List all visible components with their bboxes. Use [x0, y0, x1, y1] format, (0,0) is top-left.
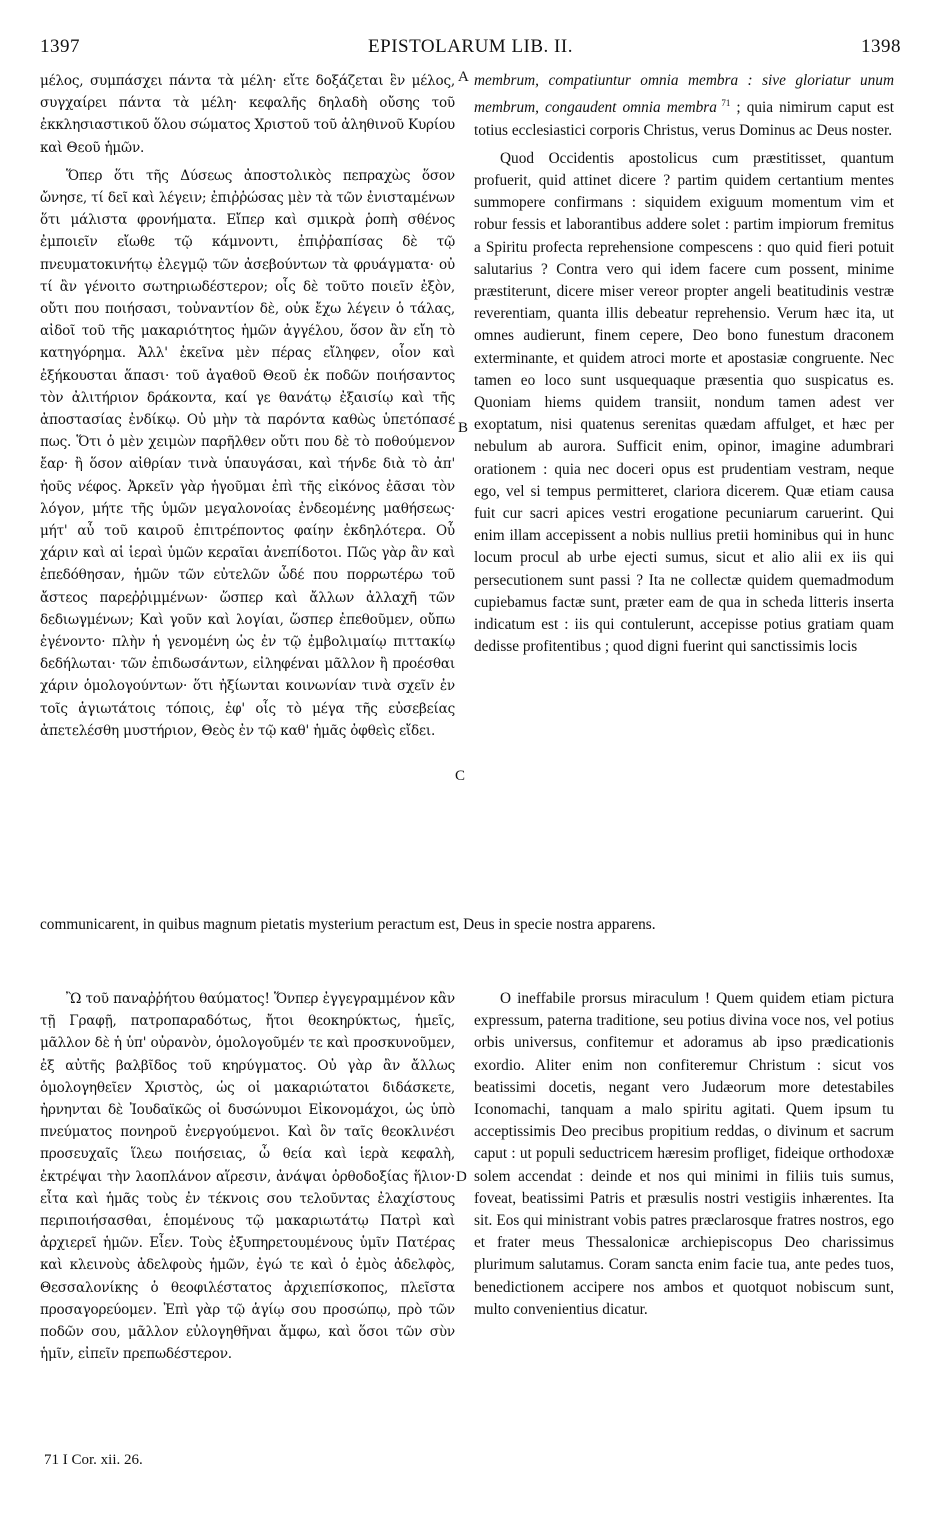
section-marker-a: A: [458, 69, 469, 85]
page-number-left: 1397: [40, 36, 80, 57]
section-marker-d: D: [456, 1169, 467, 1185]
latin-text: ; quia nimirum caput est totius ecclesiastici corporis Christus, verus Dominus ac Deus noster.: [474, 99, 894, 139]
section-marker-b: B: [458, 420, 469, 436]
latin-paragraph-first: [474, 70, 894, 142]
footnote-ref: 71: [716, 98, 731, 109]
full-width-line: communicarent, in quibus magnum pietatis mysterium peractum est, Deus in specie nostra apparens.: [40, 916, 656, 933]
greek-paragraph: Ὢ τοῦ παναῤῥήτου θαύματος! Ὅνπερ ἐγγεγραμμένον κἂν τῇ Γραφῇ, πατροπαραδότως, ἤτοι θεοκηρύκτως, ἡμεῖς, μᾶλλον δὲ ἡ ὑπ' οὐρανὸν, ὁμολογοῦμέν τε καὶ προσκυνοῦμεν, ἐξ αὐτῆς βαλβῖδος τοῦ κηρύγματος. Οὐ γὰρ ἂν ἄλλως ὁμολογηθεῖεν Χριστὸς, ὡς οἱ μακαριώτατοι διδάσκετε, ἠρνηνται δὲ Ἰουδαϊκῶς οἱ δυσώνυμοι Εἰκονομάχοι, ὡς ὑπὸ πνεύματος πονηροῦ ἐνεργούμενοι. Καὶ ὃν ταῖς θεοκλινέσι προσευχαῖς ἵλεω ποιήσειας, ὦ θεία καὶ ἱερὰ κεφαλὴ, ἐκτρέψαι τὴν λαοπλάνον αἵρεσιν, ἀνάψαι ὀρθοδοξίας ἥλιον· εἶτα καὶ ἡμᾶς τοὺς ἐν τέκνοις σου τελοῦντας ἐλαχίστους περιποιήσασθαι, ἑπομένους τῷ μακαριωτάτῳ Πατρὶ καὶ ἀρχιερεῖ ἡμῶν. Εἶεν. Τοὺς ἐξυπηρετουμένους ὑμῖν Πατέρας καὶ κλεινοὺς ἀδελφοὺς ἡμῶν, ἐγώ τε καὶ ὁ ἐμὸς ἀδελφὸς, Θεσσαλονίκης ὁ θεοφιλέστατος ἀρχιεπίσκοπος, πλεῖστα προσαγορεύομεν. Ἐπὶ γὰρ τῷ ἁγίῳ σου προσώπῳ, πρὸ τῶν ποδῶν σου, μᾶλλον εὐλογηθῆναι ἄμφω, καὶ ὅσοι τῶν σὺν ἡμῖν, εἰπεῖν πρεπωδέστερον.: [40, 991, 455, 1363]
greek-column-lower: [40, 988, 455, 1365]
greek-paragraph: μέλος, συμπάσχει πάντα τὰ μέλη· εἴτε δοξάζεται ἓν μέλος, συγχαίρει πάντα τὰ μέλη· κεφαλῆς δηλαδὴ οὔσης τοῦ ἐκκλησιαστικοῦ ὅλου σώματος Χριστοῦ τοῦ ἀληθινοῦ Κυρίου καὶ Θεοῦ ἡμῶν.: [40, 73, 455, 156]
footnote: 71 I Cor. xii. 26.: [44, 1452, 143, 1468]
latin-paragraph: O ineffabile prorsus miraculum ! Quem quidem etiam pictura expressum, paterna traditione, seu potius divina voce nos, vel potius orbis universus, confitemur et adoramus ab ipso prædicationis exordio. Aliter enim non confiteremur Christum : sicut vos beatissimi docetis, negant vero Judæorum more detestabiles Iconomachi, tanquam a malo spiritu agitati. Quem ipsum tu acceptissimis Deo precibus propitium reddas, o divinum et sacrum caput : ut populi seductricem hæresim profliget, fideique orthodoxæ solem accendat : deinde et nos qui minimi in filiis tuis sumus, foveat, beatissimi Patris et præsulis nostri vestigiis inhærentes. Ita sit. Eos qui ministrant vobis patres præclarosque fratres nostros, ego et frater meus Thessalonicæ archiepiscopus Deo charissimus plurimum salutamus. Coram sancta enim facie tua, ante pedes tuos, benedictionem accipere nos ambos et quotquot nobiscum sunt, multo convenientius dicatur.: [474, 990, 894, 1318]
greek-paragraph: Ὅπερ ὅτι τῆς Δύσεως ἀποστολικὸς πεπραχὼς ὅσον ὤνησε, τί δεῖ καὶ λέγειν; ἐπιῤῥώσας μὲν τὰ τῶν ἐνισταμένων ὅτι μάλιστα φρονήματα. Εἴπερ καὶ σμικρὰ ῥοπὴ σθένος ἐμποιεῖν εἴωθε τῷ κάμνοντι, ἐπιῤῥαπίσας δὲ τῷ πνευματοκινήτῳ ἐλεγμῷ τῶν ἀσεβούντων τὰ φρυάγματα· οὐ τί ἂν γένοιτο σωτηριωδέστερον; οἷς δὲ τοῦτο ποιεῖν ἐξὸν, οὔτι που ποιήσασι, τοὐναντίον δὲ, οὐκ ἔχω λέγειν ὁ τάλας, αἰδοῖ τοῦ τῆς μακαριότητος ἡμῶν ἀγγέλου, ὅσον ἂν εἴη τὸ κατηγόρημα. Ἀλλ' ἐκεῖνα μὲν πέρας εἴληφεν, οἷον καὶ ἐξήκουσται ἅπασι· τοῦ ἀγαθοῦ Θεοῦ ἐκ ποδῶν ποιήσαντος τὸν ἀλιτήριον δράκοντα, καί γε θανάτῳ ἐξαισίῳ καὶ τῆς ἀποστασίας ἐνδίκῳ. Οὐ μὴν τὰ παρόντα καθὼς ὑπετόπασέ πως. Ὅτι ὁ μὲν χειμὼν παρῆλθεν οὔτι που δὲ τὸ ποθούμενον ἔαρ· ἢ ὅσον αἰθρίαν τινὰ ὑπαυγάσαι, καὶ τήνδε διὰ τὸ ἀπ' ἠοῦς νέφος. Ἀρκεῖν γὰρ ἡγοῦμαι ἐπὶ τῆς εἰκόνος ἐᾶσαι τὸν λόγον, μήτε τῆς ὑμῶν μεγαλονοίας ἐνδεομένης μαθήσεως· μήτ' αὖ τοῦ καιροῦ ἐπιτρέποντος φαίην ἐκδηλότερα. Οὗ χάριν καὶ αἱ ἱεραὶ ὑμῶν κεραῖαι ἀνεπίδοτοι. Πῶς γὰρ ἂν καὶ ἐπεδόθησαν, ἡμῶν τῶν εὐτελῶν ὧδέ που πορρωτέρω τοῦ ἄστεος παρεῤῥιμμένων· ὥσπερ καὶ ἄλλων ἀλλαχῆ τῶν δεδιωγμένων; Καὶ γοῦν καὶ λογίαι, ὥσπερ ἐπεθοῦμεν, οὔπω ἐγένοντο· πλὴν ἡ γενομένη ὡς ἐν τῷ ἐμβολιμαίῳ πιττακίῳ δεδήλωται· τῶν ἐπιδωσάντων, εἰληφέναι μᾶλλον ἢ προέσθαι χάριν ὁμολογούντων· ὅτι ἠξίωνται κοινωνίαν τινὰ σχεῖν ἐν τοῖς ἁγιωτάτοις τόποις, ἐφ' οἷς τὸ μέγα τῆς εὐσεβείας ἀπετελέσθη μυστήριον, Θεὸς ἐν τῷ καθ' ἡμᾶς ὀφθεὶς εἴδει.: [40, 167, 455, 739]
greek-column-upper: [40, 70, 455, 742]
latin-column-upper: [474, 70, 894, 658]
latin-paragraph: Quod Occidentis apostolicus cum præstitisset, quantum profuerit, quid attinet dicere ? partim quidem certantium mentes summopere confirmans : siquidem exiguum momentum vim et robur fessis et laborantibus addere solet : partim impiorum fremitus a Spiritu profecta reprehensione compescens : quo quid fieri potuit salutarius ? Contra vero qui idem facere cum possent, minime præstiterunt, dicere miser vereor propter angeli beatitudinis vestræ reverentiam, quanta illis debeatur reprehensio. Verum hæc ita, ut omnes audierunt, finem cepere, Deo bono funestum draconem exterminante, et quidem atroci morte et apostasiæ congruente. Nec tamen eo loco sunt usquequaque præsentia quo suspicatus es. Quoniam hiems quidem transiit, nondum tamen adest ver exoptatum, nisi quatenus serenitas quædam affulget, et hæc per nebulum ab aurora. Sufficit enim, opinor, imagine adumbrari orationem : quia nec doceri opus est prudentiam vestram, neque ego, vel si tempus permitteret, clariora dicerem. Quæ etiam causa fuit cur sacri apices vestri erogatione pecuniarum caruerint. Qui enim illam accepissent a nobis nullius pretii hominibus qui in hunc locum procul ab urbe ejecti sumus, sicut et alio alii ex iis qui persecutionem sunt passi ? Ita ne collectæ quidem quemadmodum cupiebamus factæ sunt, præter eam de qua in scheda litteris inserta indicatum est : iis qui contulerunt, accepisse potius gratiam quam dedisse profitentibus ; quod digni fuerint qui sanctissimis locis: [474, 149, 894, 656]
scripture-quote: membrum, compatiuntur omnia membra : sive gloriatur unum membrum, congaudent omnia membra: [474, 72, 894, 117]
latin-column-lower: [474, 988, 894, 1321]
running-header: [40, 36, 901, 66]
page-number-right: 1398: [861, 36, 901, 57]
running-title: EPISTOLARUM LIB. II.: [368, 36, 573, 57]
section-marker-c: C: [455, 768, 466, 784]
